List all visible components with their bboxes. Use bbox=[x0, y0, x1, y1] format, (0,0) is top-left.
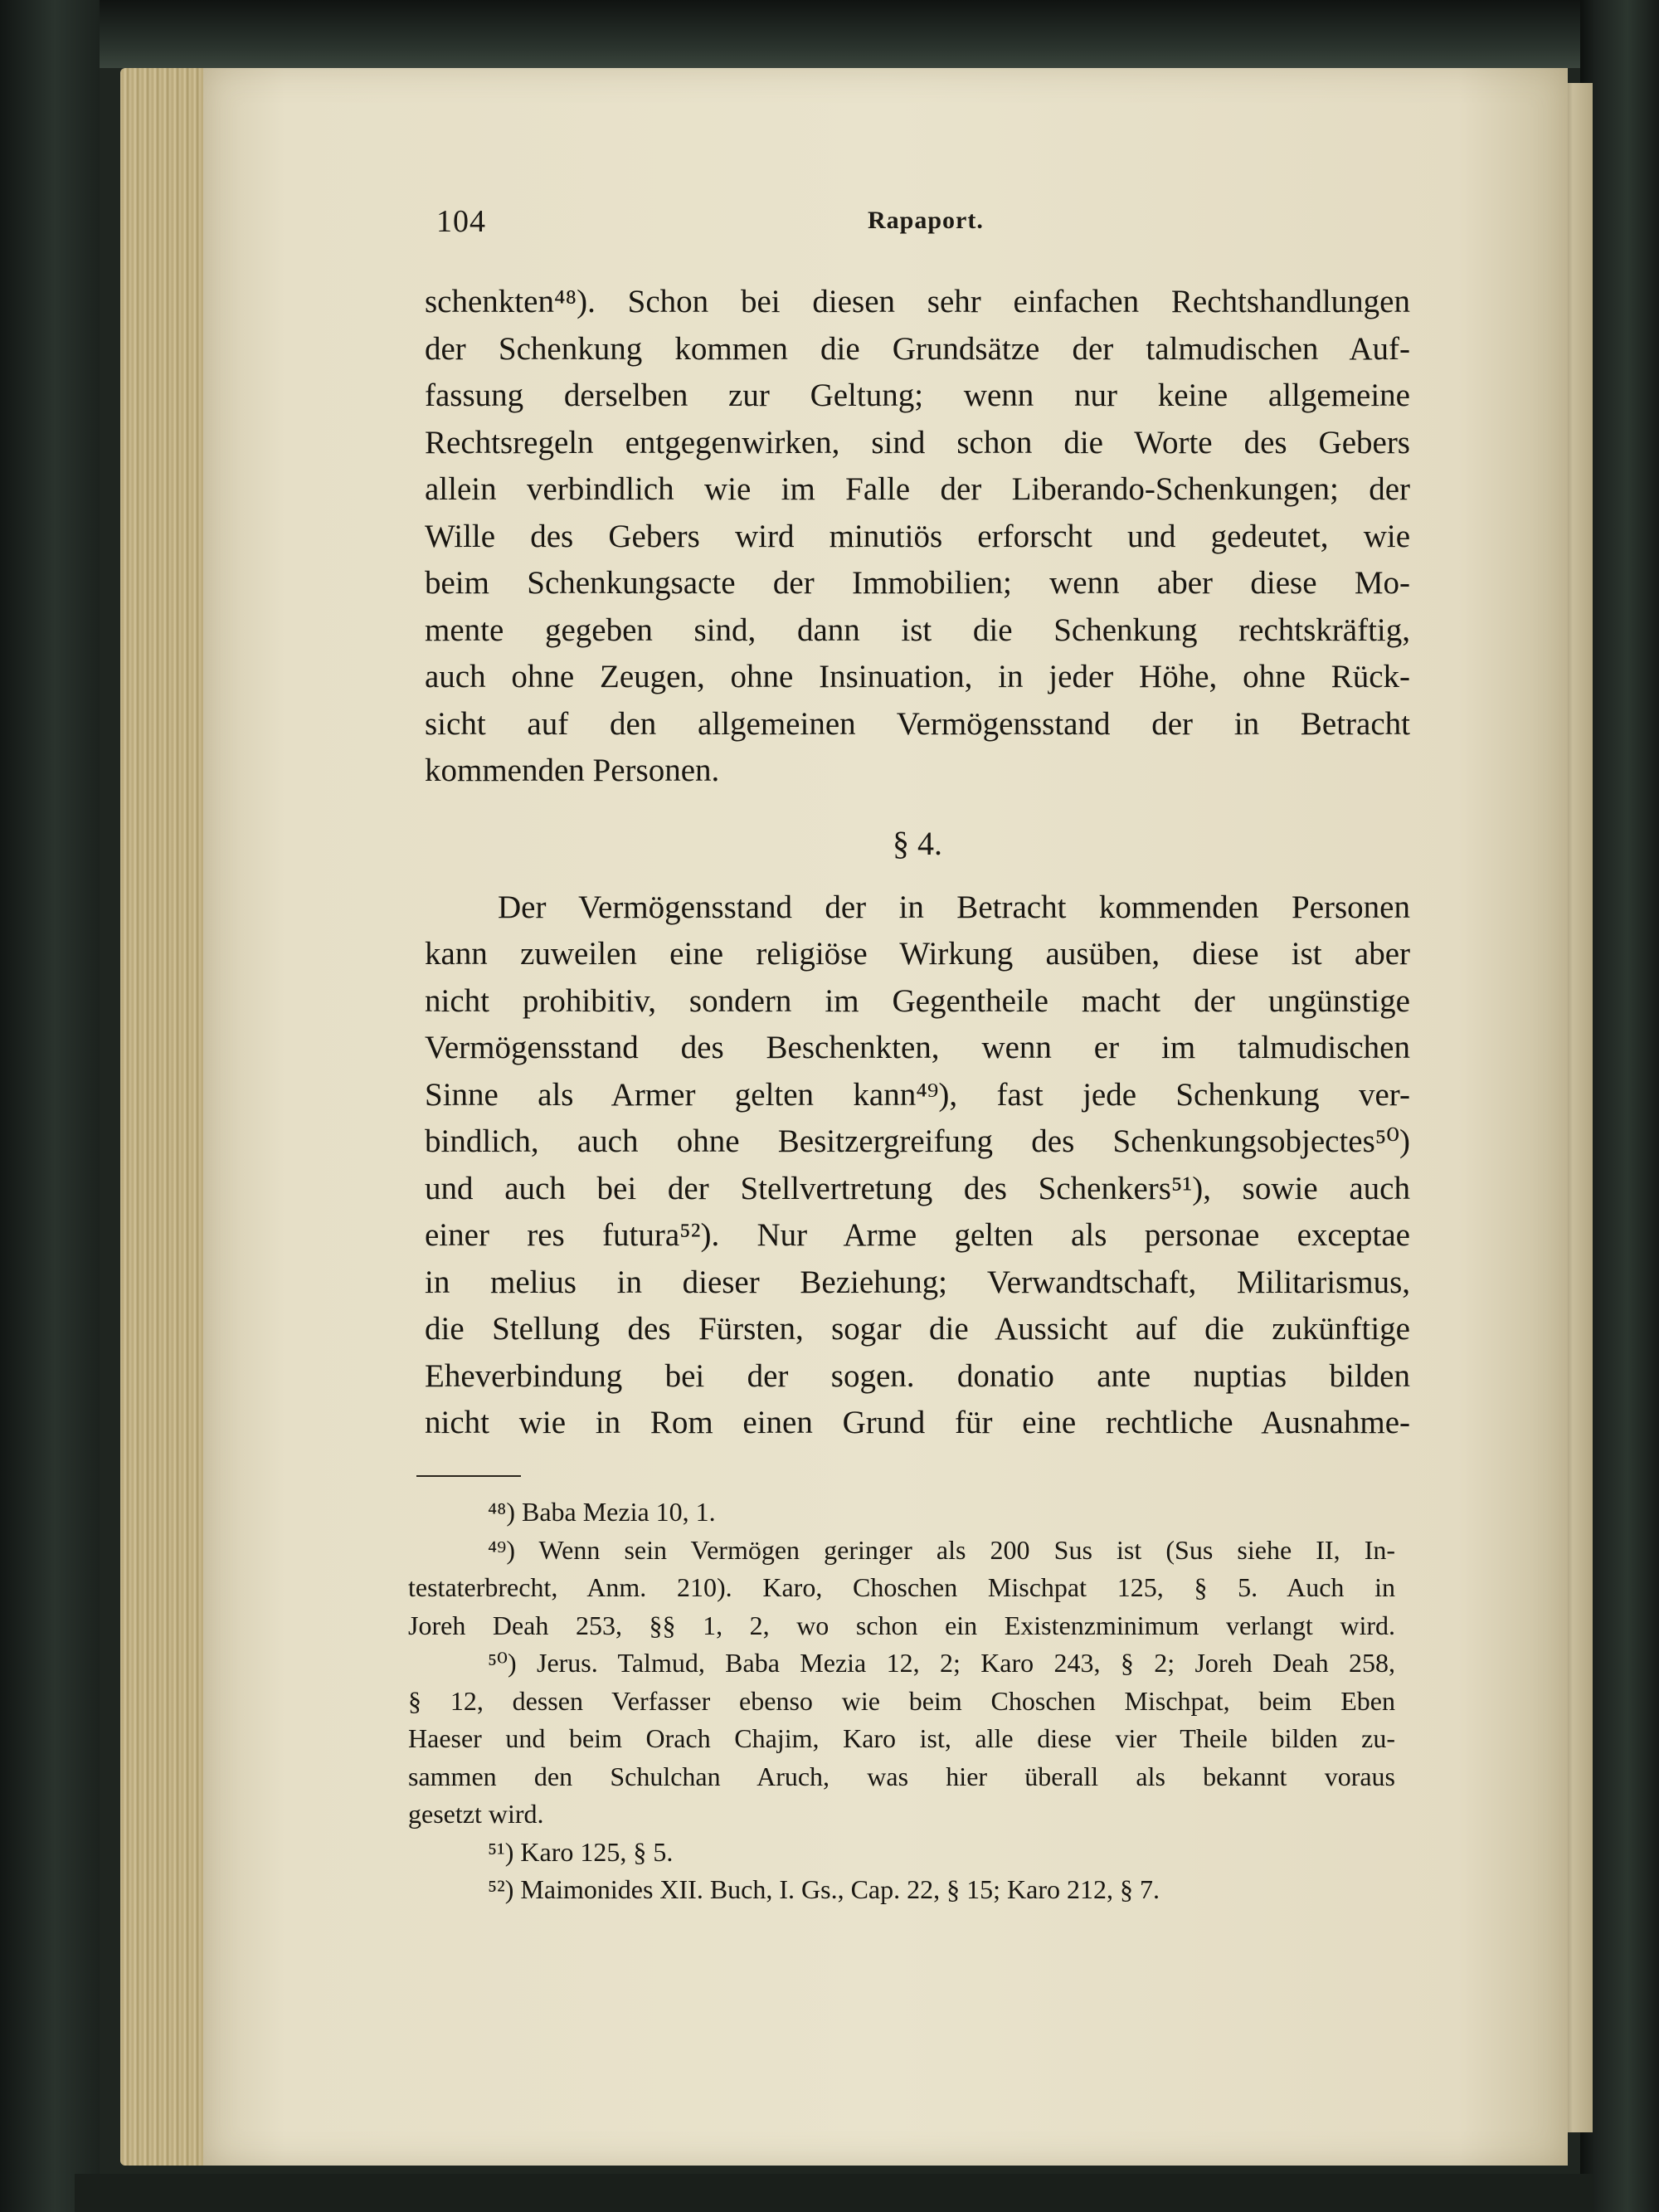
text-line: und auch bei der Stellvertretung des Schenkers⁵¹), sowie auch bbox=[425, 1170, 1410, 1206]
footnote-52: ⁵²) Maimonides XII. Buch, I. Gs., Cap. 22, § 15; Karo 212, § 7. bbox=[488, 1874, 1160, 1904]
footnote-line: § 12, dessen Verfasser ebenso wie beim Choschen Mischpat, beim Eben bbox=[408, 1685, 1395, 1716]
text-line: Sinne als Armer gelten kann⁴⁹), fast jede Schenkung ver- bbox=[425, 1076, 1410, 1113]
text-line: mente gegeben sind, dann ist die Schenkung rechtskräftig, bbox=[425, 611, 1410, 648]
footnotes bbox=[408, 1493, 1395, 1909]
footnote-51: ⁵¹) Karo 125, § 5. bbox=[488, 1836, 674, 1867]
book-cover-left bbox=[0, 0, 100, 2212]
text-line: Vermögensstand des Beschenkten, wenn er im talmudischen bbox=[425, 1030, 1410, 1065]
text-line: Wille des Gebers wird minutiös erforscht und gedeutet, wie bbox=[425, 518, 1410, 554]
footnote-line: gesetzt wird. bbox=[408, 1799, 544, 1829]
page-header bbox=[436, 203, 1017, 245]
footnote-48: ⁴⁸) Baba Mezia 10, 1. bbox=[488, 1497, 716, 1527]
text-line: bindlich, auch ohne Besitzergreifung des Schenkungsobjectes⁵⁰) bbox=[425, 1123, 1410, 1159]
book-cover-top bbox=[75, 0, 1593, 68]
text-line: auch ohne Zeugen, ohne Insinuation, in jeder Höhe, ohne Rück- bbox=[425, 659, 1410, 694]
text-line: kommenden Personen. bbox=[425, 753, 720, 788]
footnote-divider bbox=[416, 1475, 521, 1477]
text-line: sicht auf den allgemeinen Vermögensstand der in Betracht bbox=[425, 705, 1410, 742]
text-line: Eheverbindung bei der sogen. donatio ante nuptias bilden bbox=[425, 1357, 1410, 1394]
running-head: Rapaport. bbox=[868, 207, 984, 234]
footnote-line: Haeser und beim Orach Chajim, Karo ist, alle diese vier Theile bilden zu- bbox=[408, 1723, 1395, 1753]
footnote-line: testaterbrecht, Anm. 210). Karo, Choschen Mischpat 125, § 5. Auch in bbox=[408, 1572, 1395, 1602]
text-line: nicht prohibitiv, sondern im Gegentheile macht der ungünstige bbox=[425, 982, 1410, 1019]
footnote-49: ⁴⁹) Wenn sein Vermögen geringer als 200 Sus ist (Sus siehe II, In- bbox=[488, 1534, 1395, 1565]
body-text bbox=[425, 279, 1410, 1447]
text-line: beim Schenkungsacte der Immobilien; wenn aber diese Mo- bbox=[425, 565, 1410, 601]
text-line: in melius in dieser Beziehung; Verwandtschaft, Militarismus, bbox=[425, 1264, 1410, 1300]
text-line: der Schenkung kommen die Grundsätze der talmudischen Auf- bbox=[425, 330, 1410, 367]
text-line: schenkten⁴⁸). Schon bei diesen sehr einfachen Rechtshandlungen bbox=[425, 284, 1410, 319]
text-line: die Stellung des Fürsten, sogar die Aussicht auf die zukünftige bbox=[425, 1311, 1410, 1347]
text-line: allein verbindlich wie im Falle der Liberando-Schenkungen; der bbox=[425, 471, 1410, 507]
footnote-50: ⁵⁰) Jerus. Talmud, Baba Mezia 12, 2; Karo 243, § 2; Joreh Deah 258, bbox=[488, 1648, 1395, 1678]
text-line: kann zuweilen eine religiöse Wirkung ausüben, diese ist aber bbox=[425, 936, 1410, 972]
text-line: Rechtsregeln entgegenwirken, sind schon die Worte des Gebers bbox=[425, 424, 1410, 460]
section-heading: § 4. bbox=[893, 824, 942, 862]
page-number: 104 bbox=[436, 204, 486, 239]
text-line: einer res futura⁵²). Nur Arme gelten als personae exceptae bbox=[425, 1217, 1410, 1253]
footnote-line: Joreh Deah 253, §§ 1, 2, wo schon ein Existenzminimum verlangt wird. bbox=[408, 1610, 1395, 1640]
text-line: Der Vermögensstand der in Betracht kommenden Personen bbox=[498, 889, 1410, 925]
text-line: nicht wie in Rom einen Grund für eine rechtliche Ausnahme- bbox=[425, 1405, 1410, 1440]
footnote-line: sammen den Schulchan Aruch, was hier überall als bekannt voraus bbox=[408, 1761, 1395, 1791]
book-cover-bottom bbox=[75, 2174, 1593, 2212]
text-line: fassung derselben zur Geltung; wenn nur keine allgemeine bbox=[425, 378, 1410, 413]
